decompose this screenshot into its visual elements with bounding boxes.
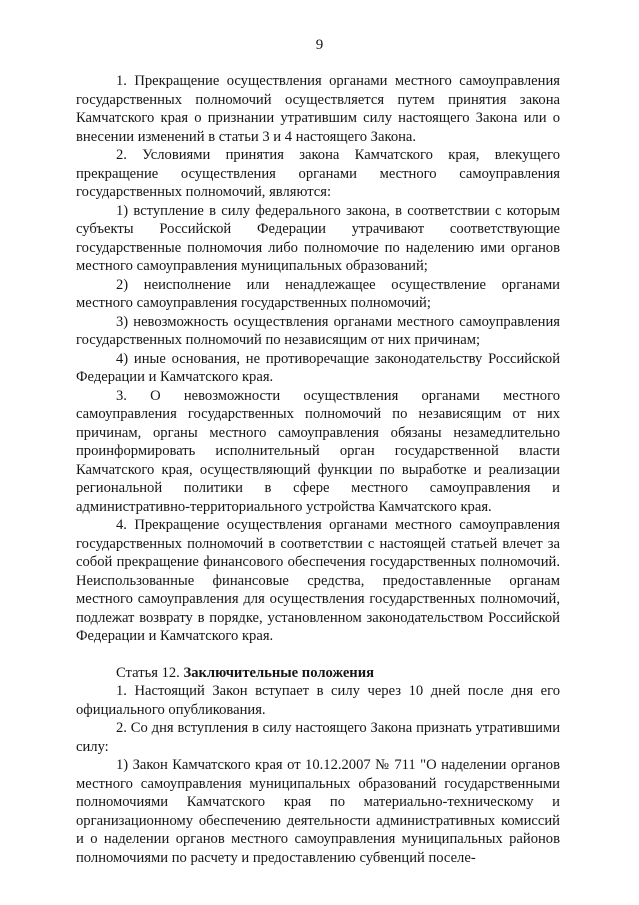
- paragraph: 2. Условиями принятия закона Камчатского края, влекущего прекращение осуществления органами местного самоуправления государственных полномочий, являются:: [76, 147, 560, 200]
- paragraph: 4. Прекращение осуществления органами местного самоуправления государственных полномочий в соответствии с настоящей статьей влечет за собой прекращение финансового обеспечения государственных полномочий. Неиспользованные финансовые средства, предоставленные органам местного самоуправления для осуществления государственных полномочий, подлежат возврату в порядке, установленном законодательством Российской Федерации и Камчатского края.: [76, 517, 560, 644]
- page-number: 9: [315, 37, 324, 53]
- paragraph: 1. Прекращение осуществления органами местного самоуправления государственных полномочий осуществляется путем принятия закона Камчатского края о признании утратившим силу настоящего Закона или о внесении изменений в статьи 3 и 4 настоящего Закона.: [76, 73, 560, 145]
- list-item: 1) Закон Камчатского края от 10.12.2007 № 711 "О наделении органов местного самоуправления муниципальных образований государственными полномочиями Камчатского края по материально-техническому и организационному обеспечению деятельности административных комиссий и о наделении органов местного самоуправления муниципальных районов полномочиями по расчету и предоставлению субвенций поселе-: [76, 757, 560, 866]
- paragraph: 3. О невозможности осуществления органами местного самоуправления государственных полномочий по независящим от них причинам, органы местного самоуправления обязаны незамедлительно проинформировать исполнительный орган государственной власти Камчатского края, осуществляющий функции по выработке и реализации региональной политики в сфере местного самоуправления и административно-территориального устройства Камчатского края.: [76, 387, 560, 515]
- list-item: 1) вступление в силу федерального закона, в соответствии с которым субъекты Российской Федерации утрачивают соответствующие государственные полномочия либо полномочие по наделению ими органов местного самоуправления муниципальных образований;: [76, 202, 560, 274]
- document-body: [76, 72, 560, 867]
- list-item: 2) неисполнение или ненадлежащее осуществление органами местного самоуправления государственных полномочий;: [76, 276, 560, 311]
- paragraph: 2. Со дня вступления в силу настоящего Закона признать утратившими силу:: [76, 720, 560, 755]
- list-item: 3) невозможность осуществления органами местного самоуправления государственных полномочий по независящим от них причинам;: [76, 313, 560, 348]
- article-heading: [76, 664, 560, 683]
- paragraph: 1. Настоящий Закон вступает в силу через 10 дней после дня его официального опубликования.: [76, 683, 560, 718]
- list-item: 4) иные основания, не противоречащие законодательству Российской Федерации и Камчатского края.: [76, 350, 560, 385]
- article-number: Статья 12.: [116, 664, 180, 681]
- article-title: Заключительные положения: [183, 664, 375, 681]
